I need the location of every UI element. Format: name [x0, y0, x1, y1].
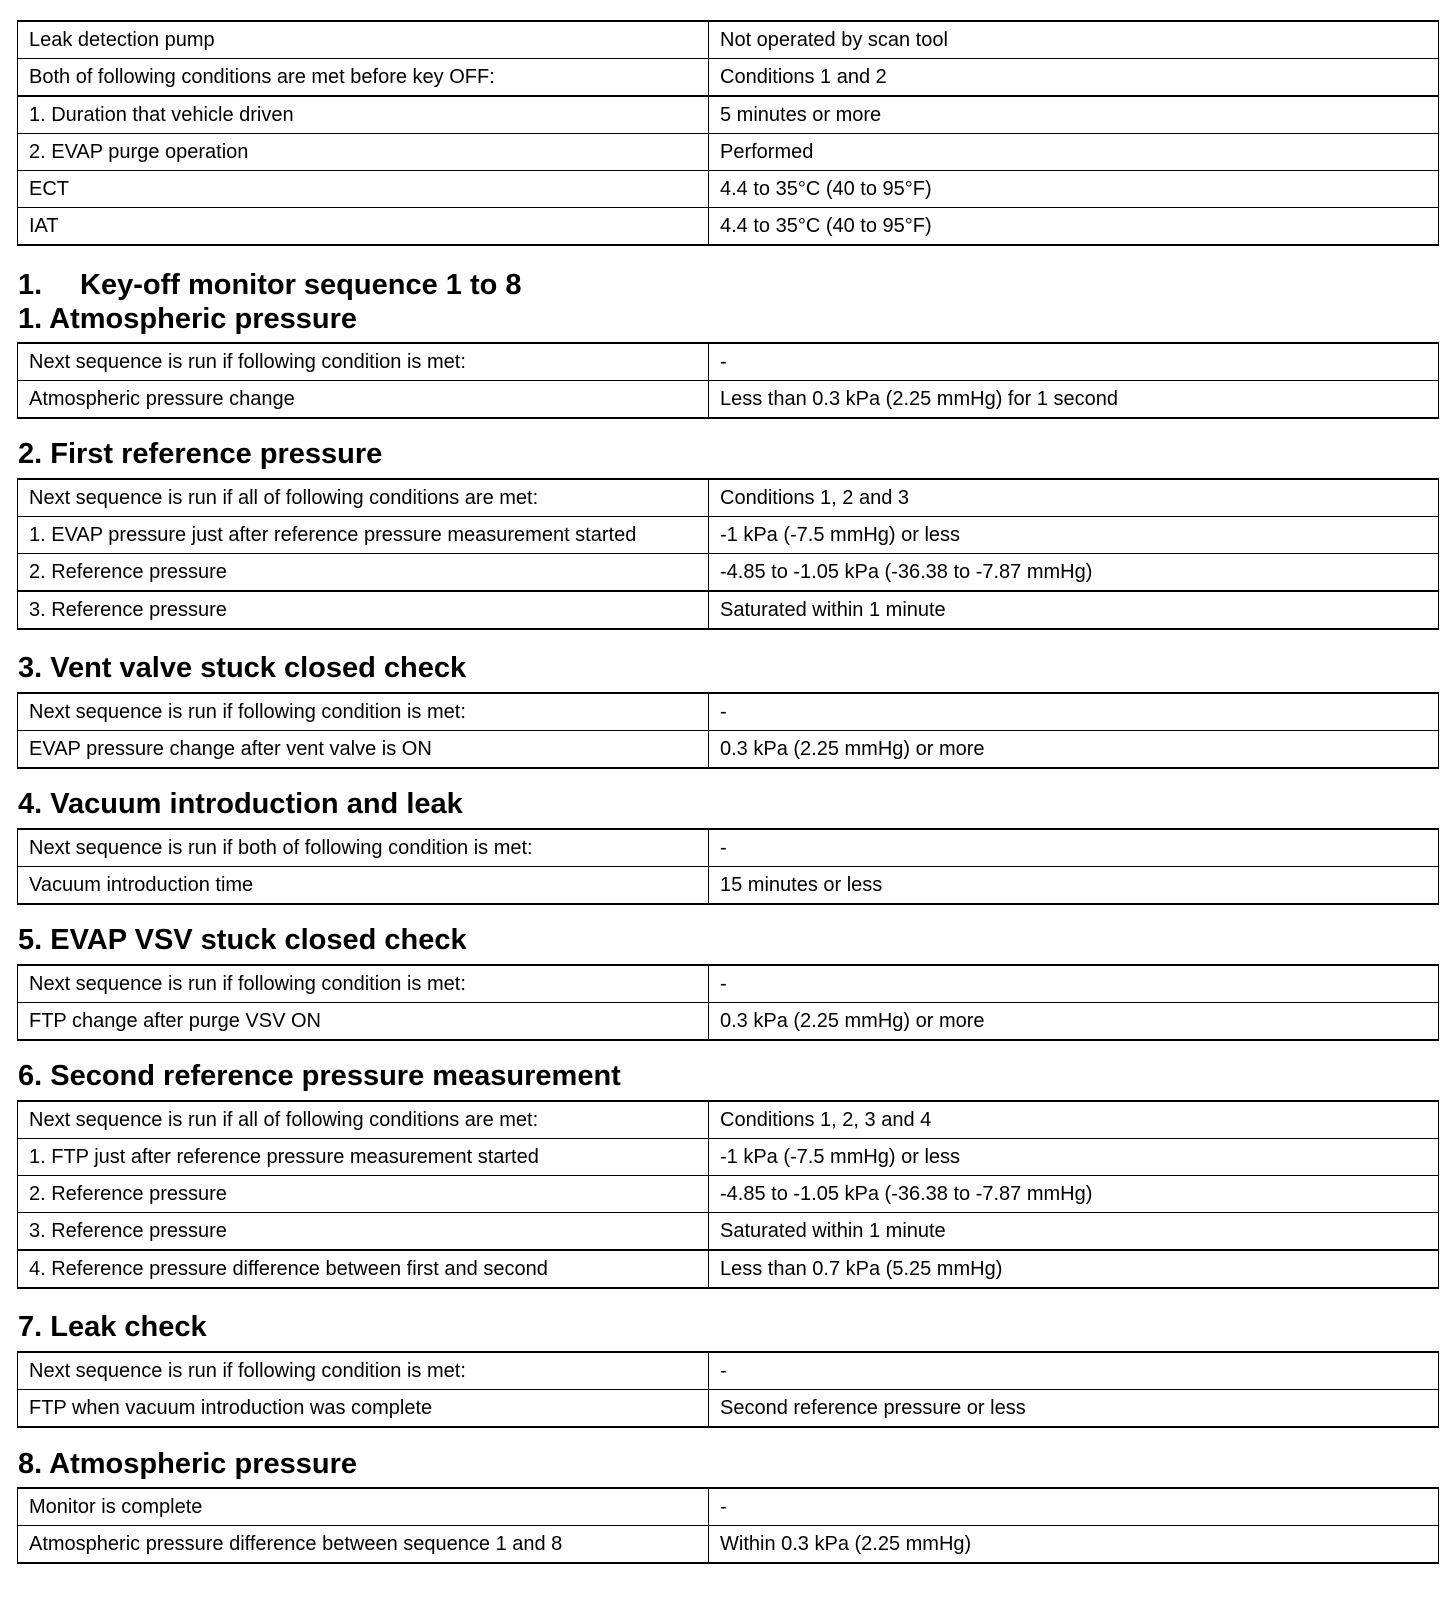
value-cell: -: [709, 693, 1439, 731]
condition-cell: 3. Reference pressure: [18, 1213, 709, 1251]
value-cell: 5 minutes or more: [709, 96, 1439, 134]
condition-cell: 1. EVAP pressure just after reference pressure measurement started: [18, 517, 709, 554]
section-5-title: 5. EVAP VSV stuck closed check: [18, 924, 467, 956]
table-row: [18, 554, 1439, 592]
main-heading-text: Key-off monitor sequence 1 to 8: [80, 269, 522, 301]
section-1-table: [17, 342, 1439, 419]
table-row: [18, 965, 1439, 1003]
table-row: [18, 1352, 1439, 1390]
value-cell: -4.85 to -1.05 kPa (-36.38 to -7.87 mmHg): [709, 554, 1439, 592]
value-cell: 0.3 kPa (2.25 mmHg) or more: [709, 731, 1439, 769]
value-cell: Performed: [709, 134, 1439, 171]
condition-cell: Atmospheric pressure difference between sequence 1 and 8: [18, 1526, 709, 1564]
value-cell: Saturated within 1 minute: [709, 591, 1439, 629]
condition-cell: 3. Reference pressure: [18, 591, 709, 629]
table-row: [18, 59, 1439, 97]
table-row: [18, 1390, 1439, 1428]
section-1-title: 1. Atmospheric pressure: [18, 303, 357, 335]
condition-cell: Leak detection pump: [18, 21, 709, 59]
condition-cell: Both of following conditions are met before key OFF:: [18, 59, 709, 97]
section-8-table: [17, 1487, 1439, 1564]
condition-cell: Next sequence is run if following condition is met:: [18, 343, 709, 381]
table-row: [18, 1176, 1439, 1213]
value-cell: -: [709, 1352, 1439, 1390]
table-row: [18, 381, 1439, 419]
main-heading-number: 1.: [18, 269, 43, 301]
value-cell: -1 kPa (-7.5 mmHg) or less: [709, 517, 1439, 554]
condition-cell: FTP change after purge VSV ON: [18, 1003, 709, 1041]
value-cell: Saturated within 1 minute: [709, 1213, 1439, 1251]
table-row: [18, 1250, 1439, 1288]
value-cell: 15 minutes or less: [709, 867, 1439, 905]
condition-cell: 2. EVAP purge operation: [18, 134, 709, 171]
value-cell: Not operated by scan tool: [709, 21, 1439, 59]
value-cell: 0.3 kPa (2.25 mmHg) or more: [709, 1003, 1439, 1041]
table-row: [18, 1139, 1439, 1176]
section-7-title: 7. Leak check: [18, 1311, 207, 1343]
condition-cell: Next sequence is run if all of following conditions are met:: [18, 479, 709, 517]
table-row: [18, 1488, 1439, 1526]
condition-cell: 4. Reference pressure difference between first and second: [18, 1250, 709, 1288]
condition-cell: 1. FTP just after reference pressure measurement started: [18, 1139, 709, 1176]
condition-cell: 1. Duration that vehicle driven: [18, 96, 709, 134]
condition-cell: 2. Reference pressure: [18, 554, 709, 592]
condition-cell: EVAP pressure change after vent valve is ON: [18, 731, 709, 769]
value-cell: -: [709, 829, 1439, 867]
condition-cell: Vacuum introduction time: [18, 867, 709, 905]
table-row: [18, 693, 1439, 731]
condition-cell: FTP when vacuum introduction was complete: [18, 1390, 709, 1428]
intro-conditions-table: [17, 20, 1439, 246]
value-cell: Within 0.3 kPa (2.25 mmHg): [709, 1526, 1439, 1564]
condition-cell: Next sequence is run if following condition is met:: [18, 1352, 709, 1390]
section-3-table: [17, 692, 1439, 769]
table-row: [18, 517, 1439, 554]
table-row: [18, 21, 1439, 59]
table-row: [18, 171, 1439, 208]
value-cell: Conditions 1 and 2: [709, 59, 1439, 97]
condition-cell: Next sequence is run if following condition is met:: [18, 693, 709, 731]
table-row: [18, 1213, 1439, 1251]
condition-cell: Atmospheric pressure change: [18, 381, 709, 419]
condition-cell: 2. Reference pressure: [18, 1176, 709, 1213]
value-cell: 4.4 to 35°C (40 to 95°F): [709, 171, 1439, 208]
section-6-table: [17, 1100, 1439, 1289]
section-2-table: [17, 478, 1439, 630]
table-row: [18, 1003, 1439, 1041]
value-cell: Conditions 1, 2 and 3: [709, 479, 1439, 517]
value-cell: -: [709, 1488, 1439, 1526]
section-4-table: [17, 828, 1439, 905]
section-4-title: 4. Vacuum introduction and leak: [18, 788, 463, 820]
value-cell: 4.4 to 35°C (40 to 95°F): [709, 208, 1439, 246]
table-row: [18, 829, 1439, 867]
value-cell: Second reference pressure or less: [709, 1390, 1439, 1428]
condition-cell: Next sequence is run if both of following condition is met:: [18, 829, 709, 867]
section-6-title: 6. Second reference pressure measurement: [18, 1060, 621, 1092]
section-3-title: 3. Vent valve stuck closed check: [18, 652, 467, 684]
condition-cell: IAT: [18, 208, 709, 246]
table-row: [18, 134, 1439, 171]
section-8-title: 8. Atmospheric pressure: [18, 1448, 357, 1480]
value-cell: Conditions 1, 2, 3 and 4: [709, 1101, 1439, 1139]
table-row: [18, 1526, 1439, 1564]
section-2-title: 2. First reference pressure: [18, 438, 383, 470]
section-7-table: [17, 1351, 1439, 1428]
value-cell: -: [709, 343, 1439, 381]
value-cell: Less than 0.3 kPa (2.25 mmHg) for 1 second: [709, 381, 1439, 419]
condition-cell: ECT: [18, 171, 709, 208]
value-cell: -4.85 to -1.05 kPa (-36.38 to -7.87 mmHg): [709, 1176, 1439, 1213]
table-row: [18, 731, 1439, 769]
value-cell: -1 kPa (-7.5 mmHg) or less: [709, 1139, 1439, 1176]
table-row: [18, 591, 1439, 629]
value-cell: Less than 0.7 kPa (5.25 mmHg): [709, 1250, 1439, 1288]
table-row: [18, 96, 1439, 134]
condition-cell: Next sequence is run if following condition is met:: [18, 965, 709, 1003]
table-row: [18, 867, 1439, 905]
table-row: [18, 343, 1439, 381]
condition-cell: Next sequence is run if all of following conditions are met:: [18, 1101, 709, 1139]
table-row: [18, 208, 1439, 246]
table-row: [18, 1101, 1439, 1139]
table-row: [18, 479, 1439, 517]
main-heading: [18, 269, 522, 301]
value-cell: -: [709, 965, 1439, 1003]
condition-cell: Monitor is complete: [18, 1488, 709, 1526]
section-5-table: [17, 964, 1439, 1041]
